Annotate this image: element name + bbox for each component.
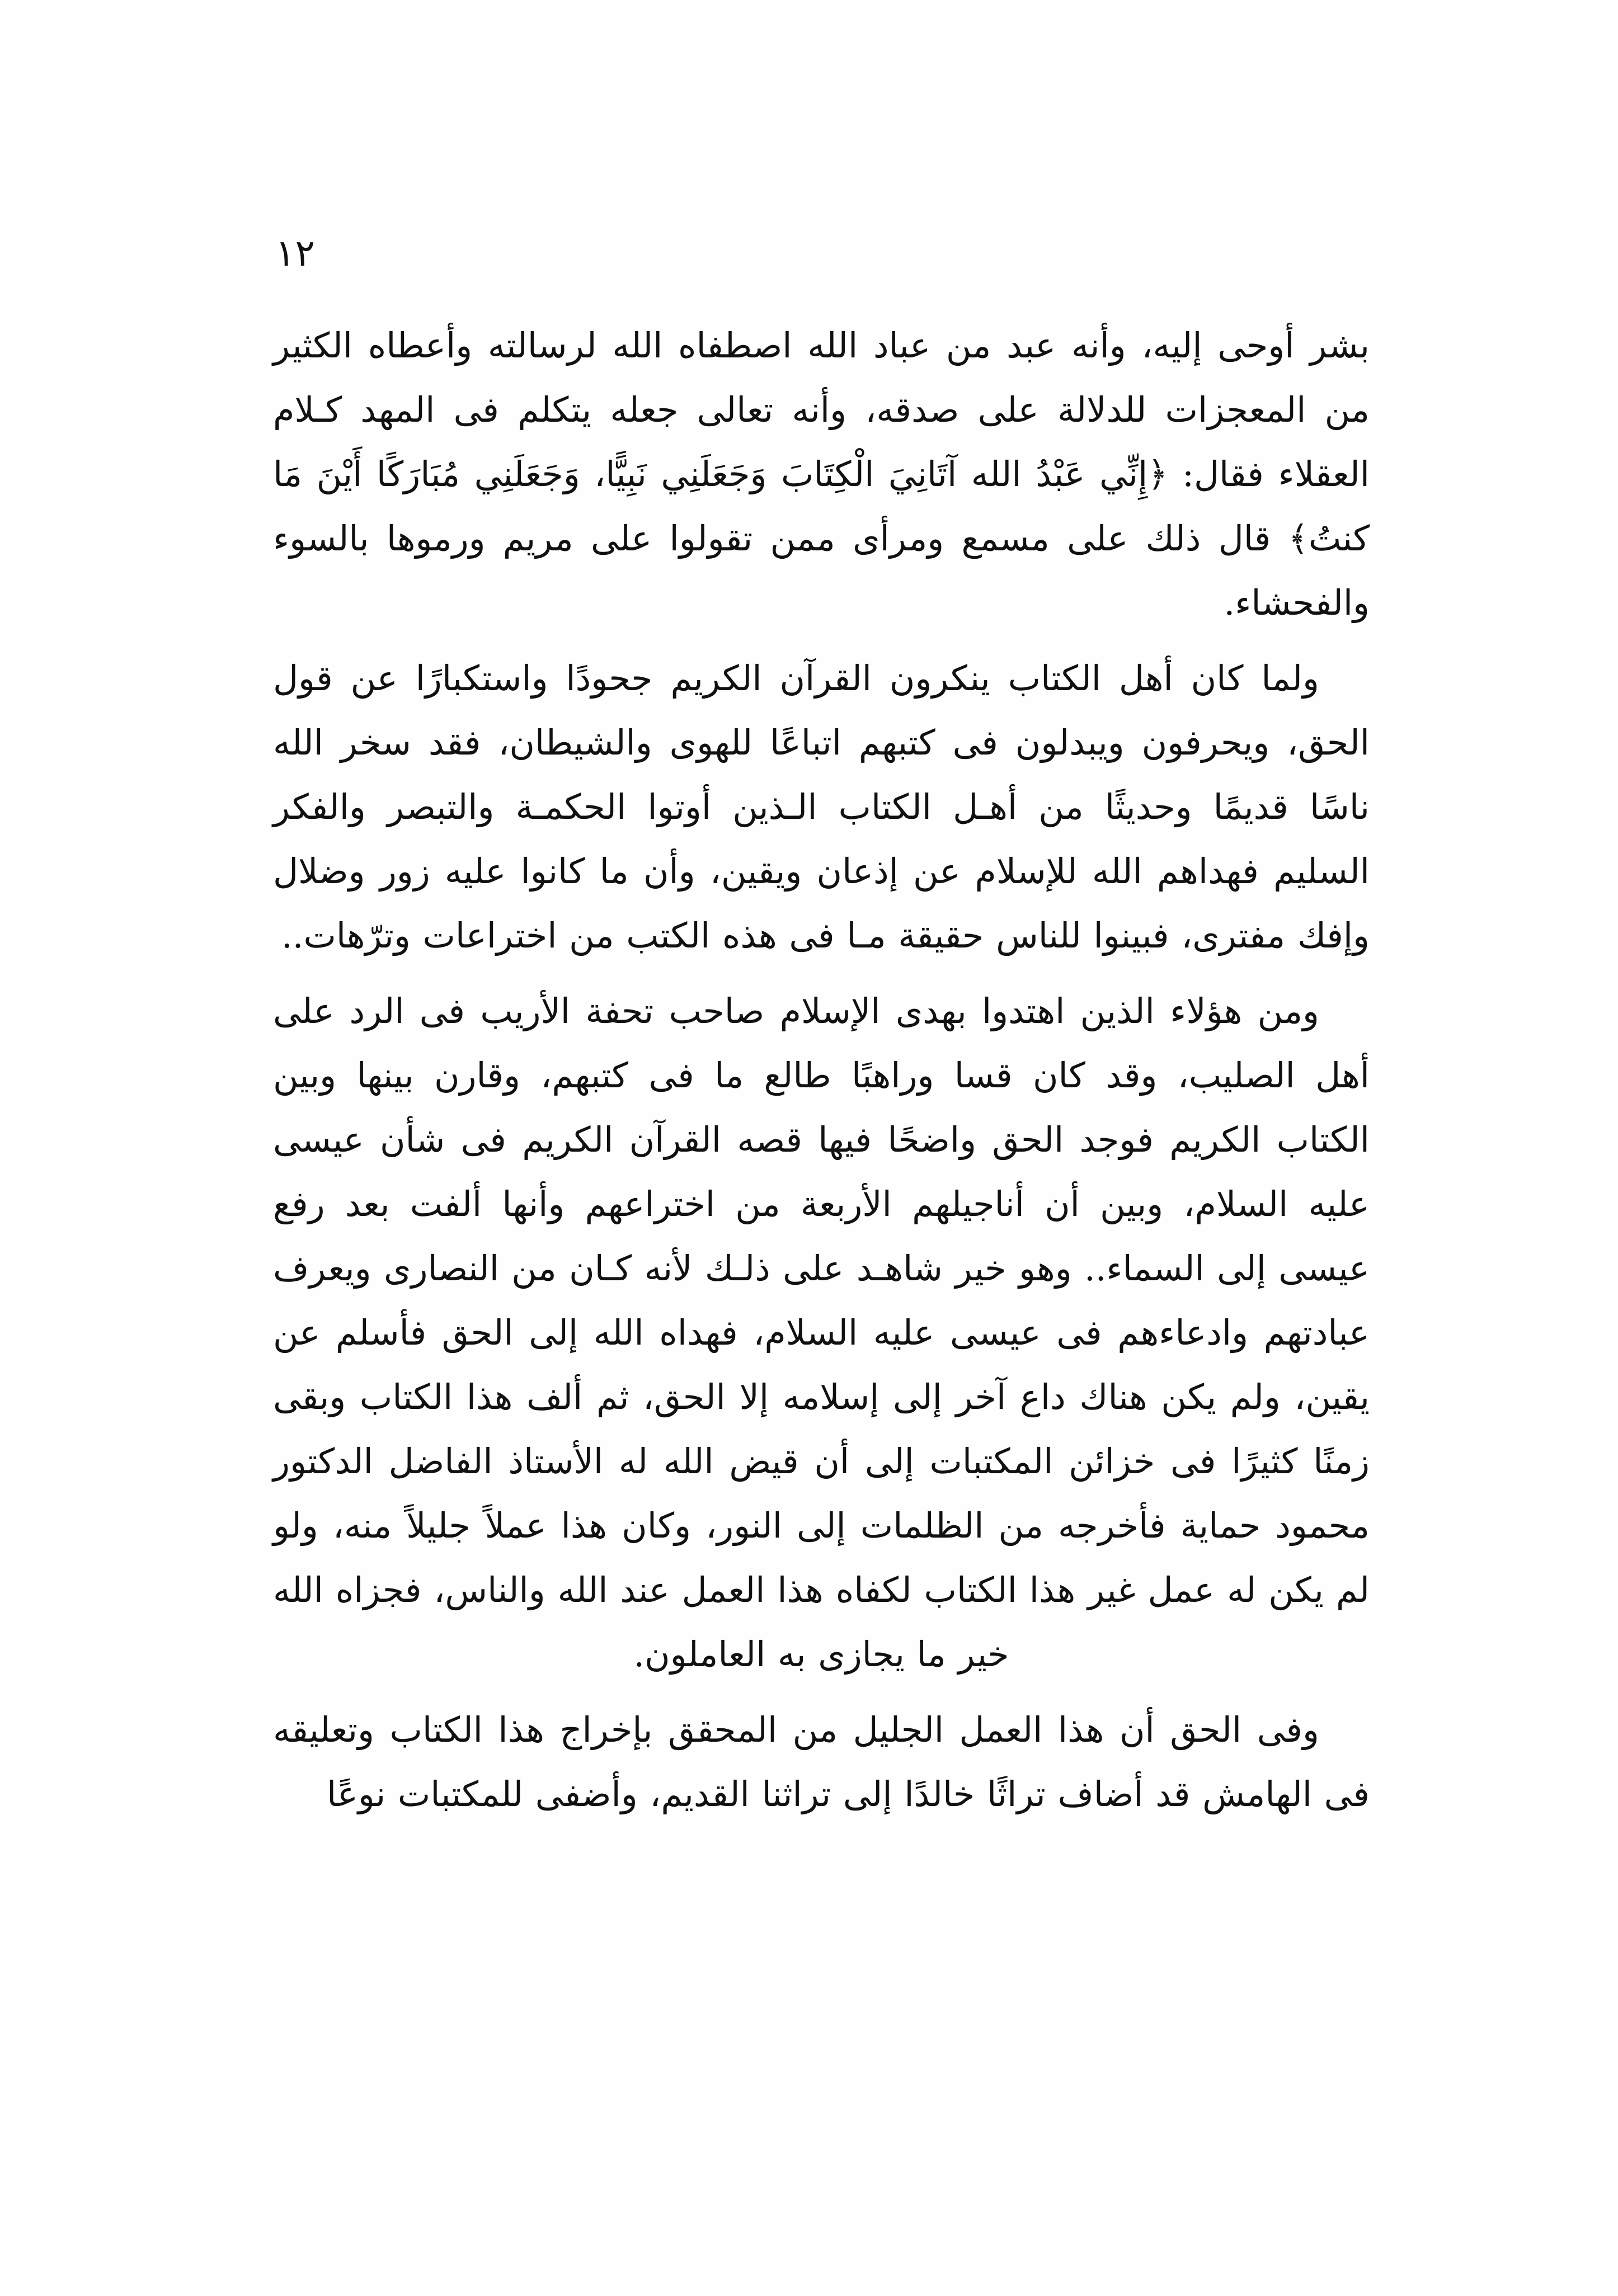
paragraph-1: بشر أوحى إليه، وأنه عبد من عباد الله اصطفاه الله لرسالته وأعطاه الكثير من المعجزات للدلالة على صدقه، وأنه تعالى جعله يتكلم فى المهد كـلام العقلاء فقال: ﴿إِنِّي عَبْدُ الله آتَانِيَ الْكِتَابَ وَجَعَلَنِي نَبِيًّا، وَجَعَلَنِي مُبَارَكًا أَيْنَ مَا كنتُ﴾ قال ذلك على مسمع ومرأى ممن تقولوا على مريم ورموها بالسوء والفحشاء. (273, 325, 1370, 623)
body-text (273, 313, 1370, 1837)
paragraph-4: وفى الحق أن هذا العمل الجليل من المحقق بإخراج هذا الكتاب وتعليقه فى الهامش قد أضاف تراثًا خالدًا إلى تراثنا القديم، وأضفى للمكتبات نوعًا (273, 1709, 1370, 1814)
page-number: ١٢ (275, 232, 315, 275)
paragraph-3: ومن هؤلاء الذين اهتدوا بهدى الإسلام صاحب تحفة الأريب فى الرد على أهل الصليب، وقد كان قسا وراهبًا طالع ما فى كتبهم، وقارن بينها وبين الكتاب الكريم فوجد الحق واضحًا فيها قصه القرآن الكريم فى شأن عيسى عليه السلام، وبين أن أناجيلهم الأربعة من اختراعهم وأنها ألفت بعد رفع عيسى إلى السماء.. وهو خير شاهـد على ذلـك لأنه كـان من النصارى ويعرف عبادتهم وادعاءهم فى عيسى عليه السلام، فهداه الله إلى الحق فأسلم عن يقين، ولم يكن هناك داع آخر إلى إسلامه إلا الحق، ثم ألف هذا الكتاب وبقى زمنًا كثيرًا فى خزائن المكتبات إلى أن قيض الله له الأستاذ الفاضل الدكتور محمود حماية فأخرجه من الظلمات إلى النور، وكان هذا عملاً جليلاً منه، ولو لم يكن له عمل غير هذا الكتاب لكفاه هذا العمل عند الله والناس، فجزاه الله خير ما يجازى به العاملون. (273, 991, 1370, 1675)
paragraph-2: ولما كان أهل الكتاب ينكرون القرآن الكريم جحودًا واستكبارًا عن قول الحق، ويحرفون ويبدلون فى كتبهم اتباعًا للهوى والشيطان، فقد سخر الله ناسًا قديمًا وحديثًا من أهـل الكتاب الـذين أوتوا الحكمـة والتبصر والفكر السليم فهداهم الله للإسلام عن إذعان ويقين، وأن ما كانوا عليه زور وضلال وإفك مفترى، فبينوا للناس حقيقة مـا فى هذه الكتب من اختراعات وترّهات.. (273, 658, 1370, 956)
